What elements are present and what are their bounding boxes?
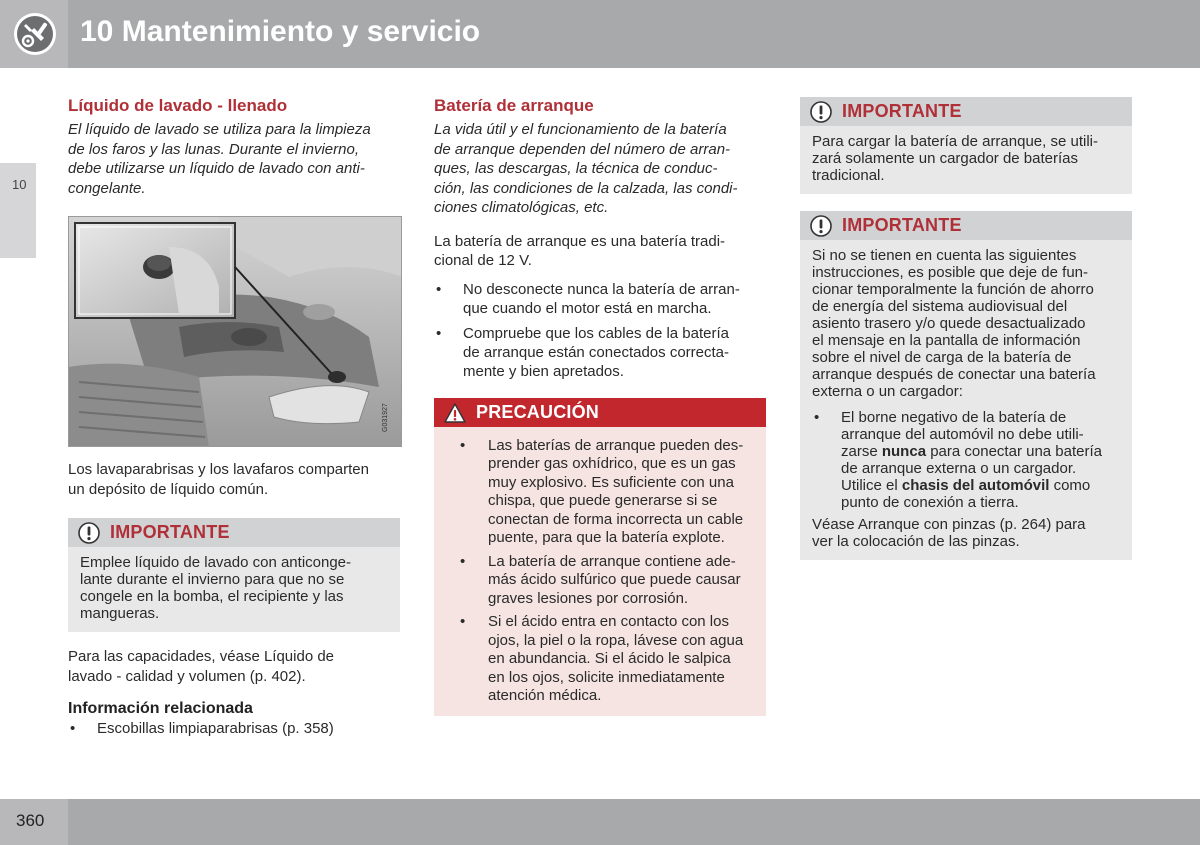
important-box-text: Emplee líquido de lavado con anticonge- lante durante el invierno para que no se congele en la bomba, el recipiente y las mangueras. (80, 554, 352, 622)
capacities-reference-text: Para las capacidades, véase Líquido de lavado - calidad y volumen (p. 402). (68, 648, 335, 685)
footer-bar (68, 799, 1200, 845)
footer-page-panel (0, 799, 68, 845)
important-box-title: IMPORTANTE (842, 215, 962, 235)
list-item: • Compruebe que los cables de la batería de arranque están conectados correcta- mente y bien apretados. (434, 324, 766, 381)
battery-instructions-list (434, 280, 766, 381)
important-box-text: Para cargar la batería de arranque, se utili- zará solamente un cargador de baterías tradicional. (812, 133, 1098, 184)
important-box-header (800, 211, 1132, 240)
exclamation-icon (78, 522, 100, 544)
important-box-antifreeze (68, 518, 400, 632)
important-box-text: Si no se tienen en cuenta las siguientes instrucciones, es posible que deje de fun- cionar temporalmente la función de ahorro de energía del sistema audiovisual del asiento trasero y/o quede desactualizado el mensaje en la pantalla de información sobre el nivel de carga de la batería de arranque después de conectar una batería externa o un cargador: • El borne negativo de la batería de arranque del automóvil no debe utili- zarse nunca para conectar una batería de arranque externa o un cargador. Utilice el chasis del automóvil como punto de conexión a tierra. Véase Arranque con pinzas (p. 264) para ver la colocación de las pinzas. (800, 240, 1132, 560)
caution-box-header (434, 398, 766, 427)
starter-battery-intro: La vida útil y el funcionamiento de la batería de arranque dependen del número de arran- ques, las descargas, la técnica de conduc- ción, las condiciones de la calzada, las condi- ciones climatológicas, etc. (434, 121, 738, 216)
section-heading-washer-fluid: Líquido de lavado - llenado (68, 96, 288, 115)
chapter-side-tab-label: 10 (12, 177, 27, 192)
exclamation-icon (810, 215, 832, 237)
important-box-energy-saving (800, 211, 1132, 560)
chapter-title: 10 Mantenimiento y servicio (80, 15, 481, 48)
column-battery-notes (800, 97, 1132, 560)
important-box-header (68, 518, 400, 547)
important-box-header (800, 97, 1132, 126)
washer-fluid-intro: El líquido de lavado se utiliza para la limpieza de los faros y las lunas. Durante el invierno, debe utilizarse un líquido de lavado con anti- congelante. (68, 121, 371, 197)
list-item: • Si el ácido entra en contacto con los ojos, la piel o la ropa, lávese con agua en abundancia. Si el ácido le salpica en los ojos, solicite inmediatamente atención médica. (446, 613, 754, 706)
washer-shared-reservoir-text: Los lavaparabrisas y los lavafaros comparten un depósito de líquido común. (68, 461, 369, 498)
figure-code: G031927 (382, 403, 389, 432)
column-washer-fluid (68, 95, 400, 738)
list-item: • La batería de arranque contiene ade- más ácido sulfúrico que puede causar graves lesiones por corrosión. (446, 553, 754, 609)
engine-bay-illustration (68, 216, 402, 447)
caution-box-text (434, 427, 766, 716)
related-link-wiper-blades[interactable]: • Escobillas limpiaparabrisas (p. 358) (68, 719, 400, 738)
list-item: • Las baterías de arranque pueden des- prender gas oxhídrico, que es un gas muy explosivo. Es suficiente con una chispa, que puede generarse si se conectan de forma incorrecta un cable puente, para que la batería explote. (446, 437, 754, 548)
list-item: • No desconecte nunca la batería de arran- que cuando el motor está en marcha. (434, 280, 766, 318)
list-item: • El borne negativo de la batería de arranque del automóvil no debe utili- zarse nunca para conectar una batería de arranque externa o un cargador. Utilice el chasis del automóvil como punto de conexión a tierra. (812, 409, 1120, 511)
caution-box-title: PRECAUCIÓN (476, 401, 600, 422)
jump-start-reference: Véase Arranque con pinzas (p. 264) para ver la colocación de las pinzas. (812, 516, 1086, 550)
header-icon-panel (0, 0, 68, 68)
important-box-title: IMPORTANTE (842, 101, 962, 121)
important-box-charger (800, 97, 1132, 194)
column-starter-battery (434, 95, 766, 716)
wrench-gear-icon (13, 12, 57, 56)
section-heading-starter-battery: Batería de arranque (434, 96, 594, 115)
exclamation-icon (810, 101, 832, 123)
chapter-side-tab (0, 163, 36, 258)
header-bar (68, 0, 1200, 68)
battery-type-text: La batería de arranque es una batería tradi- cional de 12 V. (434, 232, 726, 269)
related-info-heading: Información relacionada (68, 700, 253, 717)
related-info-list (68, 719, 400, 738)
caution-box-battery (434, 398, 766, 716)
page-number: 360 (16, 811, 45, 830)
important-box-title: IMPORTANTE (110, 522, 230, 542)
warning-triangle-icon (444, 402, 466, 424)
